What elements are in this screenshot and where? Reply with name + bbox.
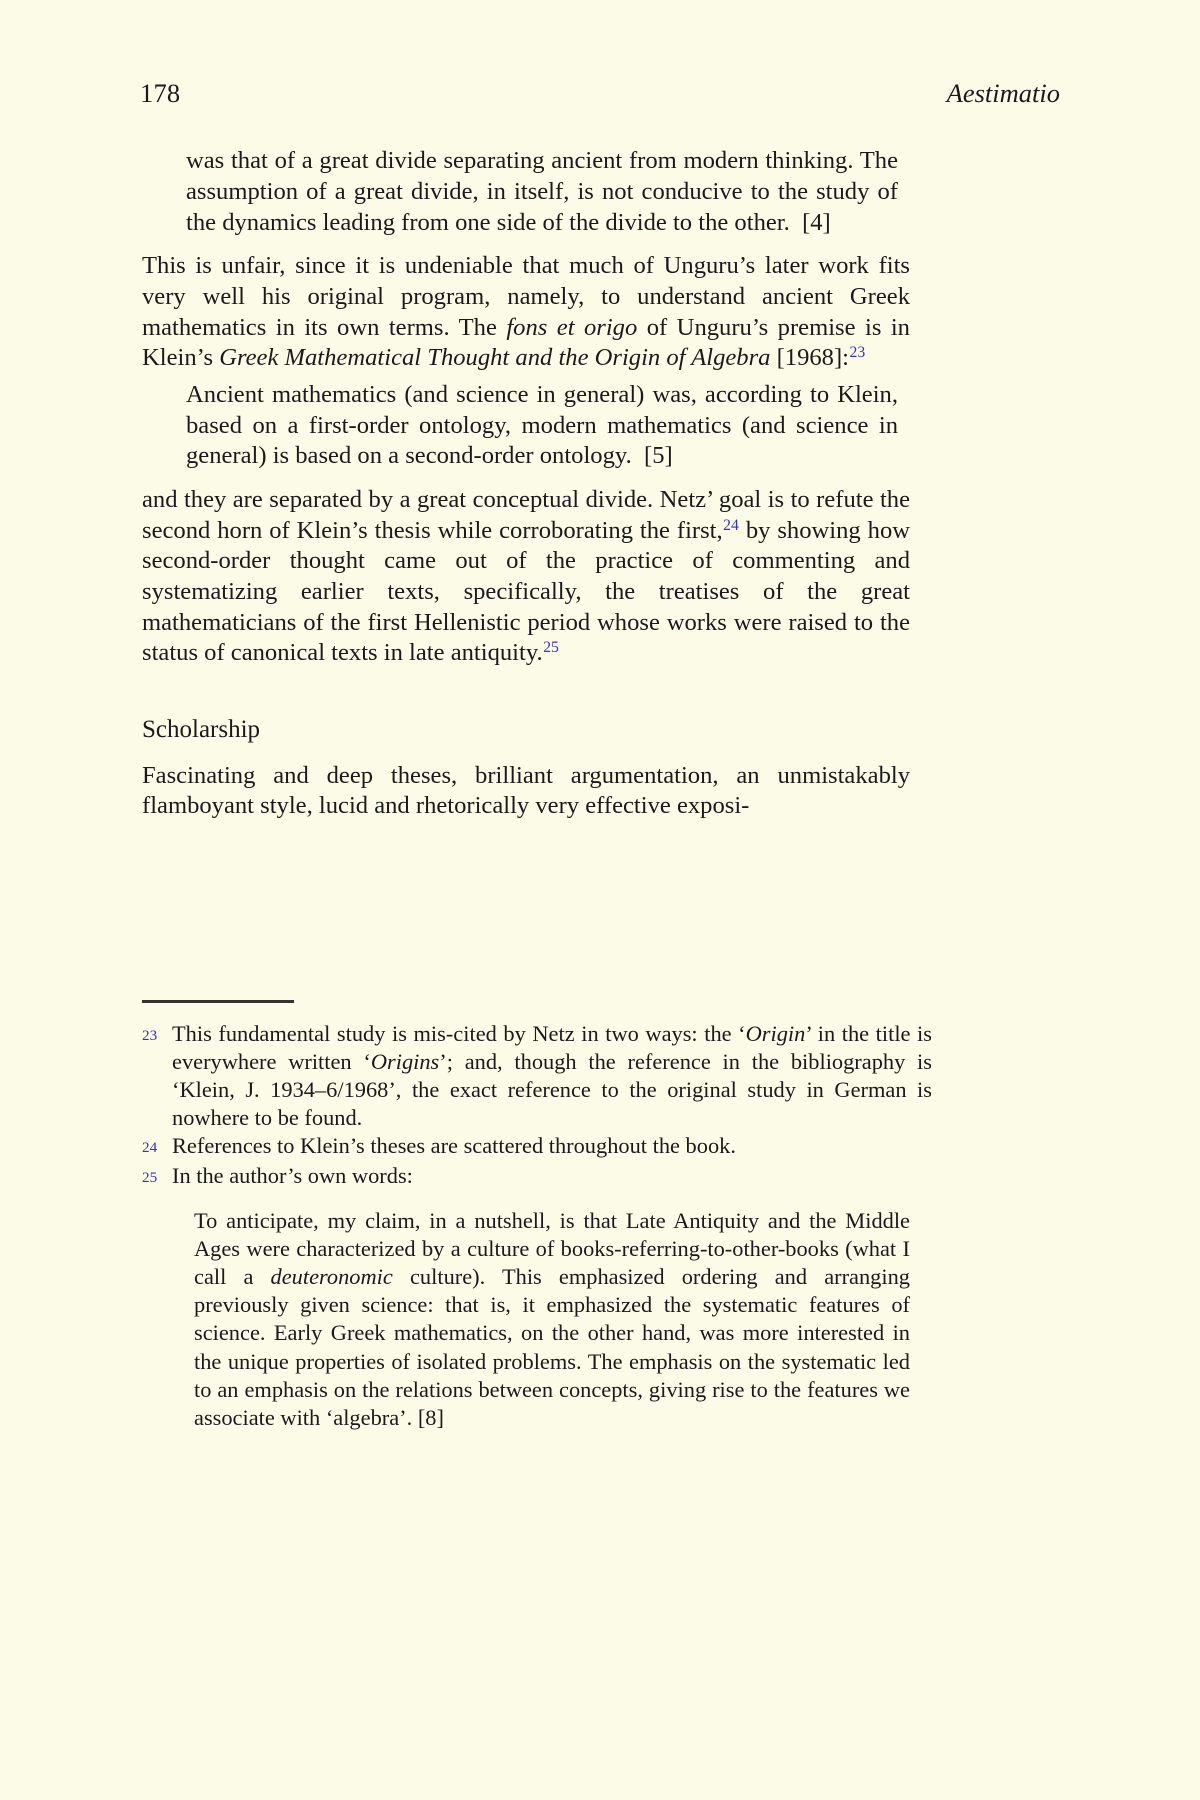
footnote-23-t2: ’ in the title is everywhere written ‘ bbox=[172, 1020, 932, 1074]
footnote-25-number[interactable]: 25 bbox=[142, 1168, 158, 1186]
footnote-24 bbox=[142, 1132, 932, 1162]
blockquote-klein bbox=[142, 380, 910, 472]
paragraph-unfair bbox=[142, 251, 910, 373]
section-heading-scholarship: Scholarship bbox=[142, 715, 261, 743]
page-number: 178 bbox=[140, 78, 181, 108]
blockquote-unguru-text bbox=[186, 146, 898, 238]
running-head bbox=[140, 78, 1060, 109]
blockquote-unguru-body: was that of a great divide separating ancient from modern thinking. The assumption of a great divide, in itself, is not conducive to the study of the dynamics leading from one side of the divide to the other. bbox=[186, 147, 898, 236]
paragraph-netz-goal-t1: and they are separated by a great conceptual divide. Netz’ goal is to refute the second horn of Klein’s thesis while corroborating the first, bbox=[142, 486, 910, 544]
paragraph-scholarship-opening: Fascinating and deep theses, brilliant argumentation, an unmistakably flamboyant style, lucid and rhetorically very effective exposi- bbox=[142, 761, 910, 820]
paragraph-netz-goal bbox=[142, 485, 910, 669]
main-text-column bbox=[142, 140, 910, 822]
blockquote-klein-locator: [5] bbox=[644, 442, 673, 470]
footnote-23-origins: Origins bbox=[370, 1048, 440, 1074]
footnote-23-t1: This fundamental study is mis-cited by Netz in two ways: the ‘ bbox=[172, 1020, 746, 1046]
footnote-marker-23[interactable]: 23 bbox=[849, 344, 866, 361]
footnote-25-text: In the author’s own words: bbox=[172, 1162, 413, 1188]
paragraph-netz-goal-t2: by showing how second-order thought came out of the practice of commenting and systematizing earlier texts, specifically, the treatises of the great mathematicians of the first Hellenistic period whose works were raised to the status of canonical texts in late antiquity. bbox=[142, 516, 910, 667]
footnote-24-number[interactable]: 24 bbox=[142, 1138, 158, 1156]
paragraph-unfair-t3: [1968]: bbox=[770, 344, 850, 372]
footnote-23-t3: ’; and, though the reference in the bibliography is ‘Klein, J. 1934–6/1968’, the exact reference to the original study in German is nowhere to be found. bbox=[172, 1048, 932, 1130]
footnote-marker-24[interactable]: 24 bbox=[723, 516, 739, 534]
book-title-klein: Greek Mathematical Thought and the Origin of Algebra bbox=[219, 344, 771, 372]
term-deuteronomic: deuteronomic bbox=[270, 1263, 393, 1289]
journal-title: Aestimatio bbox=[946, 78, 1060, 108]
footnote-25-blockquote bbox=[194, 1207, 910, 1433]
footnote-marker-25[interactable]: 25 bbox=[543, 638, 559, 656]
footnote-23-origin: Origin bbox=[745, 1020, 806, 1046]
blockquote-unguru-locator: [4] bbox=[802, 208, 831, 236]
footnote-separator-rule bbox=[142, 1000, 294, 1003]
paragraph-unfair-t2: of Unguru’s premise is in Klein’s bbox=[142, 313, 910, 372]
footnote-23 bbox=[142, 1020, 932, 1132]
footnote-23-text bbox=[172, 1020, 932, 1132]
blockquote-klein-body: Ancient mathematics (and science in general) was, according to Klein, based on a first-order ontology, modern mathematics (and science in general) is based on a second-order ontology. bbox=[186, 380, 898, 470]
footnote-25-blockquote-locator: [8] bbox=[417, 1404, 444, 1430]
footnote-24-text: References to Klein’s theses are scattered throughout the book. bbox=[172, 1132, 736, 1158]
blockquote-unguru bbox=[142, 146, 910, 238]
paragraph-unfair-t1: This is unfair, since it is undeniable that much of Unguru’s later work fits very well his original program, namely, to understand ancient Greek mathematics in its own terms. The bbox=[142, 252, 910, 341]
phrase-fons-et-origo: fons et origo bbox=[506, 313, 638, 341]
footnote-25 bbox=[142, 1162, 932, 1192]
footnote-23-number[interactable]: 23 bbox=[142, 1026, 158, 1044]
blockquote-klein-text bbox=[186, 380, 898, 472]
footnote-25-blockquote-t1: To anticipate, my claim, in a nutshell, is that Late Antiquity and the Middle Ages were characterized by a culture of books-referring-to-other-books (what I call a bbox=[194, 1207, 910, 1289]
footnote-section bbox=[142, 1000, 932, 1432]
footnote-25-blockquote-t2: culture). This emphasized ordering and arranging previously given science: that is, it emphasized the systematic features of science. Early Greek mathematics, on the other hand, was more interested in the unique properties of isolated problems. The emphasis on the systematic led to an emphasis on the relations between concepts, giving rise to the features we associate with ‘algebra’. bbox=[194, 1263, 910, 1430]
